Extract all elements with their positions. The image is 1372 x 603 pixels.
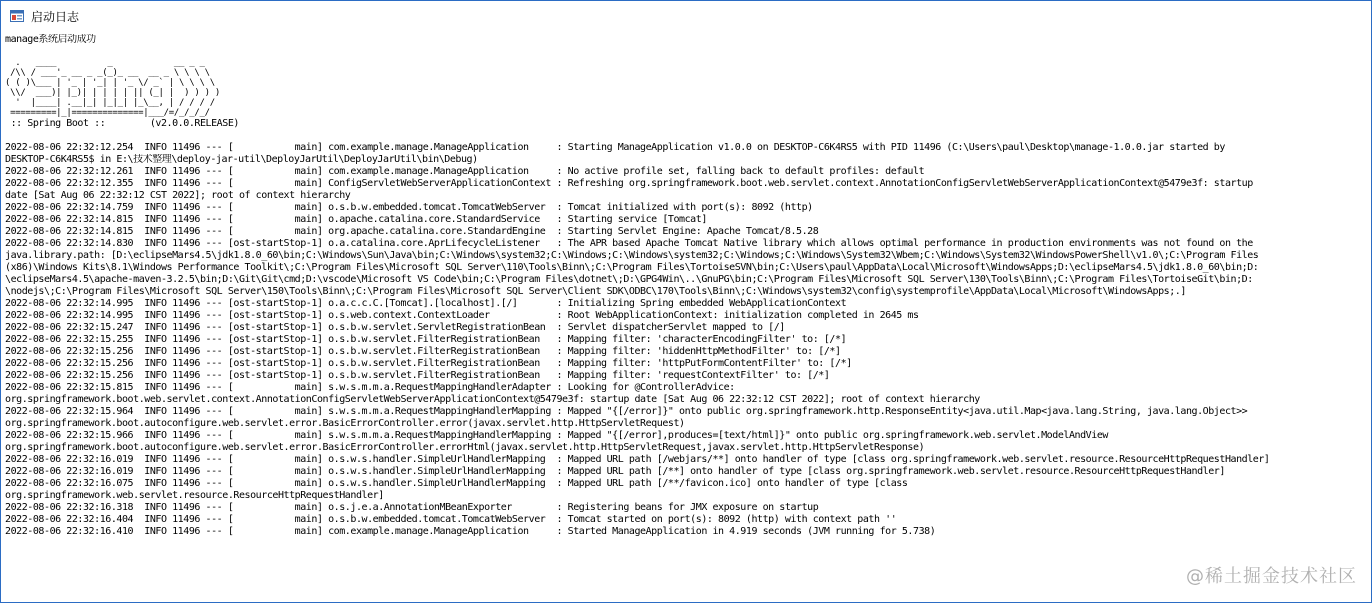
log-line: 2022-08-06 22:32:14.815 INFO 11496 --- [ main] o.apache.catalina.core.StandardService : Starting service [Tomcat]	[5, 214, 707, 225]
window-title: 启动日志	[31, 9, 80, 24]
log-line: 2022-08-06 22:32:15.966 INFO 11496 --- [ main] s.w.s.m.m.a.RequestMappingHandlerMapping : Mapped "{[/error],produces=[text/html]}" onto public org.springframework.web.servlet.ModelAndView	[5, 430, 1108, 441]
log-line: 2022-08-06 22:32:15.256 INFO 11496 --- [ost-startStop-1] o.s.b.w.servlet.FilterRegistrationBean : Mapping filter: 'requestContextFilter' to: [/*]	[5, 370, 830, 381]
log-line: 2022-08-06 22:32:14.995 INFO 11496 --- [ost-startStop-1] o.s.web.context.ContextLoader : Root WebApplicationContext: initialization completed in 2645 ms	[5, 310, 919, 321]
log-line: org.springframework.boot.autoconfigure.web.servlet.error.BasicErrorController.errorHtml(javax.servlet.http.HttpServletRequest,javax.servlet.http.HttpServletResponse)	[5, 442, 925, 453]
log-line: 2022-08-06 22:32:14.815 INFO 11496 --- [ main] org.apache.catalina.core.StandardEngine : Starting Servlet Engine: Apache Tomcat/8.5.28	[5, 226, 819, 237]
log-line: 2022-08-06 22:32:16.075 INFO 11496 --- [ main] o.s.w.s.handler.SimpleUrlHandlerMapping : Mapped URL path [/**/favicon.ico] onto handler of type [class	[5, 478, 908, 489]
log-line: 2022-08-06 22:32:15.247 INFO 11496 --- [ost-startStop-1] o.s.b.w.servlet.ServletRegistrationBean : Servlet dispatcherServlet mapped to [/]	[5, 322, 785, 333]
watermark-text: @稀土掘金技术社区	[1186, 566, 1357, 587]
log-line: 2022-08-06 22:32:12.261 INFO 11496 --- [ main] com.example.manage.ManageApplication : No active profile set, falling back to default profiles: default	[5, 166, 925, 177]
log-line: 2022-08-06 22:32:16.318 INFO 11496 --- [ main] o.s.j.e.a.AnnotationMBeanExporter : Registering beans for JMX exposure on startup	[5, 502, 819, 513]
log-line: 2022-08-06 22:32:12.254 INFO 11496 --- [ main] com.example.manage.ManageApplication : Starting ManageApplication v1.0.0 on DESKTOP-C6K4RS5 with PID 11496 (C:\Users\paul\Desktop\manage-1.0.0.jar started by	[5, 142, 1225, 153]
log-output[interactable]	[1, 31, 1371, 602]
title-bar[interactable]	[1, 1, 1371, 31]
log-line: DESKTOP-C6K4RS5$ in E:\技术整理\deploy-jar-util\DeployJarUtil\DeployJarUtil\bin\Debug)	[5, 154, 478, 165]
log-line: 2022-08-06 22:32:14.830 INFO 11496 --- [ost-startStop-1] o.a.catalina.core.AprLifecycleListener : The APR based Apache Tomcat Native library which allows optimal performance in production environments was not found on the	[5, 238, 1253, 249]
log-line: org.springframework.boot.web.servlet.context.AnnotationConfigServletWebServerApplicationContext@5479e3f: startup date [Sat Aug 06 22:32:12 CST 2022]; root of context hierarchy	[5, 394, 980, 405]
log-line: date [Sat Aug 06 22:32:12 CST 2022]; root of context hierarchy	[5, 190, 351, 201]
log-line: 2022-08-06 22:32:15.815 INFO 11496 --- [ main] s.w.s.m.m.a.RequestMappingHandlerAdapter : Looking for @ControllerAdvice:	[5, 382, 735, 393]
log-line: org.springframework.boot.autoconfigure.web.servlet.error.BasicErrorController.error(javax.servlet.http.HttpServletRequest)	[5, 418, 685, 429]
log-line: 2022-08-06 22:32:15.256 INFO 11496 --- [ost-startStop-1] o.s.b.w.servlet.FilterRegistrationBean : Mapping filter: 'httpPutFormContentFilter' to: [/*]	[5, 358, 852, 369]
log-line: java.library.path: [D:\eclipseMars4.5\jdk1.8.0_60\bin;C:\Windows\Sun\Java\bin;C:\Windows\system32;C:\Windows;C:\Windows\system32;C:\Windows;C:\Windows\System32\Wbem;C:\Windows\System32\WindowsPowerShell\v1.0\;C:\Program Files	[5, 250, 1259, 261]
spring-boot-version-line: :: Spring Boot :: (v2.0.0.RELEASE)	[5, 118, 239, 129]
log-line: 2022-08-06 22:32:16.404 INFO 11496 --- [ main] o.s.b.w.embedded.tomcat.TomcatWebServer : Tomcat started on port(s): 8092 (http) with context path ''	[5, 514, 897, 525]
spring-banner-art: . ____ _ __ _ _ /\\ / ___'_ __ _ _(_)_ __ __ _ \ \ \ \ ( ( )\___ | '_ | '_| | '_ \/ _` | \ \ \ \ \\/ ___)| |_)| | | | | || (_| | ) ) ) ) ' |____| .__|_| |_|_| |_\__, | / / / / =========|_|==============|___/=/_/_/_/	[5, 58, 220, 118]
log-line: 2022-08-06 22:32:15.255 INFO 11496 --- [ost-startStop-1] o.s.b.w.servlet.FilterRegistrationBean : Mapping filter: 'characterEncodingFilter' to: [/*]	[5, 334, 847, 345]
blank-line	[5, 46, 1371, 58]
log-lines	[5, 142, 1371, 538]
log-line: \eclipseMars4.5\apache-maven-3.2.5\bin;D:\Git\Git\cmd;D:\vscode\Microsoft VS Code\bin;C:\Program Files\dotnet\;D:\GPG4Win\..\GnuPG\bin;C:\Program Files\Microsoft SQL Server\130\Tools\Binn\;C:\Program Files\TortoiseGit\bin;D:	[5, 274, 1253, 285]
log-line: 2022-08-06 22:32:16.019 INFO 11496 --- [ main] o.s.w.s.handler.SimpleUrlHandlerMapping : Mapped URL path [/**] onto handler of type [class org.springframework.web.servlet.resource.ResourceHttpRequestHandler]	[5, 466, 1225, 477]
log-line: 2022-08-06 22:32:16.410 INFO 11496 --- [ main] com.example.manage.ManageApplication : Started ManageApplication in 4.919 seconds (JVM running for 5.738)	[5, 526, 936, 537]
log-line: 2022-08-06 22:32:15.256 INFO 11496 --- [ost-startStop-1] o.s.b.w.servlet.FilterRegistrationBean : Mapping filter: 'hiddenHttpMethodFilter' to: [/*]	[5, 346, 841, 357]
window-app-icon[interactable]	[10, 9, 24, 23]
log-line: \nodejs\;C:\Program Files\Microsoft SQL Server\150\Tools\Binn\;C:\Program Files\Microsoft SQL Server\Client SDK\ODBC\170\Tools\Binn\;C:\Windows\system32\config\systemprofile\AppData\Local\Microsoft\WindowsApps;.]	[5, 286, 1186, 297]
log-line: 2022-08-06 22:32:15.964 INFO 11496 --- [ main] s.w.s.m.m.a.RequestMappingHandlerMapping : Mapped "{[/error]}" onto public org.springframework.http.ResponseEntity<java.util.Map<java.lang.String, java.lang.Object>>	[5, 406, 1248, 417]
log-line: 2022-08-06 22:32:14.995 INFO 11496 --- [ost-startStop-1] o.a.c.c.C.[Tomcat].[localhost].[/] : Initializing Spring embedded WebApplicationContext	[5, 298, 847, 309]
blank-line	[5, 130, 1371, 142]
log-line: (x86)\Windows Kits\8.1\Windows Performance Toolkit\;C:\Program Files\Microsoft SQL Server\110\Tools\Binn\;C:\Program Files\TortoiseSVN\bin;C:\Users\paul\AppData\Local\Microsoft\WindowsApps;D:\eclipseMars4.5\jdk1.8.0_60\bin;D:	[5, 262, 1259, 273]
log-line: 2022-08-06 22:32:16.019 INFO 11496 --- [ main] o.s.w.s.handler.SimpleUrlHandlerMapping : Mapped URL path [/webjars/**] onto handler of type [class org.springframework.web.servlet.resource.ResourceHttpRequestHandler]	[5, 454, 1270, 465]
log-line: org.springframework.web.servlet.resource.ResourceHttpRequestHandler]	[5, 490, 384, 501]
log-line: 2022-08-06 22:32:14.759 INFO 11496 --- [ main] o.s.b.w.embedded.tomcat.TomcatWebServer : Tomcat initialized with port(s): 8092 (http)	[5, 202, 813, 213]
startup-success-message: manage系统启动成功	[5, 34, 96, 45]
log-line: 2022-08-06 22:32:12.355 INFO 11496 --- [ main] ConfigServletWebServerApplicationContext : Refreshing org.springframework.boot.web.servlet.context.AnnotationConfigServletWebServerApplicationContext@5479e3f: startup	[5, 178, 1253, 189]
